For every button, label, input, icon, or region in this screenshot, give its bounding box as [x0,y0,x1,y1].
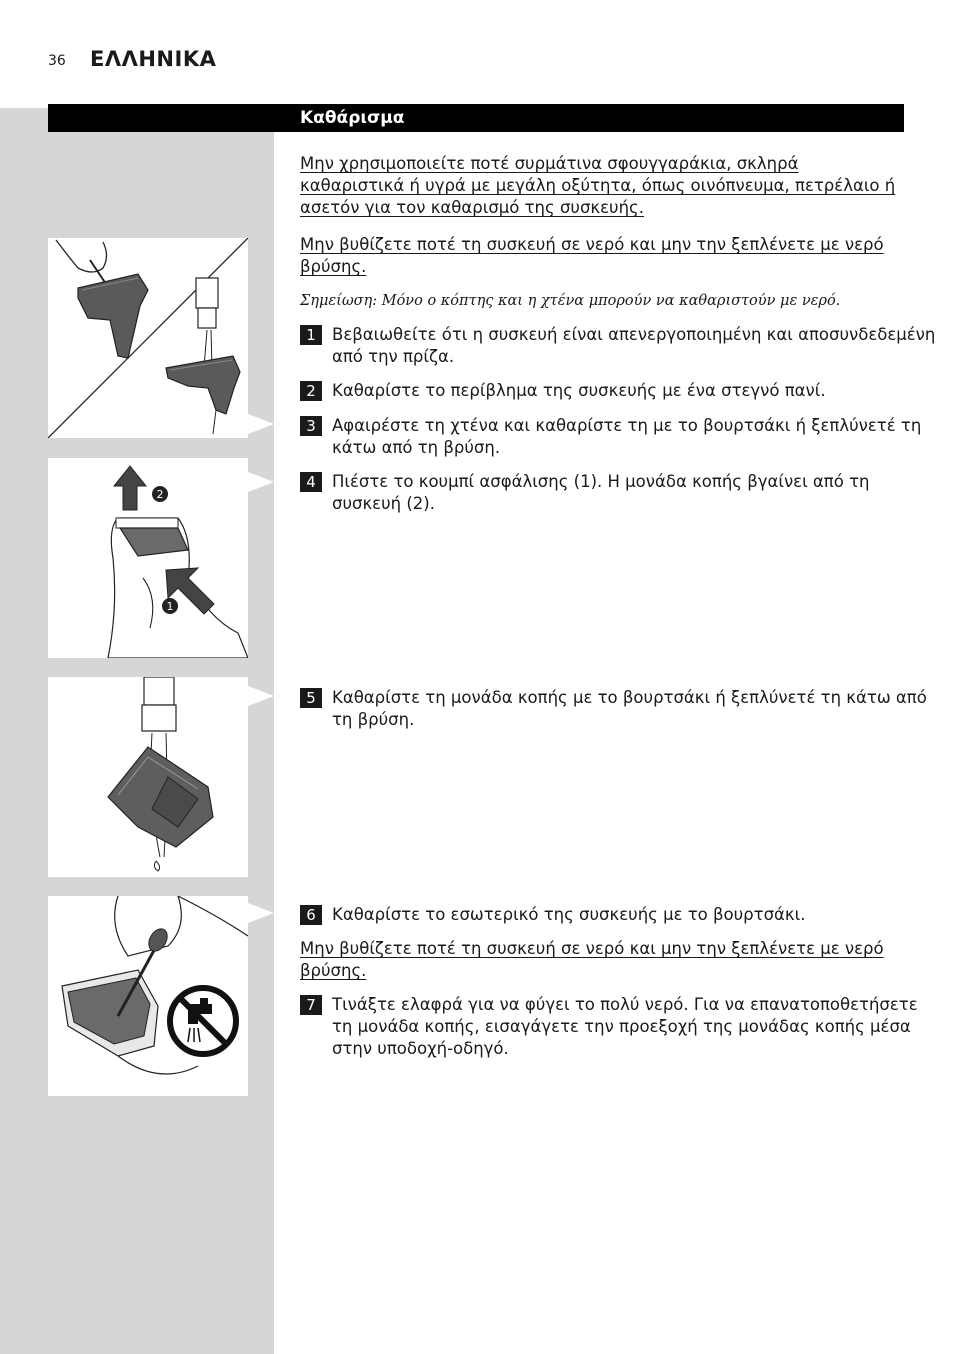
cutter-under-tap-illustration [48,677,248,877]
warning-no-immerse [300,234,904,278]
step-number: 4 [300,472,322,492]
step-text: Καθαρίστε τη μονάδα κοπής με το βουρτσάκι ή ξεπλύνετέ τη κάτω από τη βρύση. [332,688,927,729]
pointer-arrow [248,472,274,492]
warning-no-immerse-2-text: Μην βυθίζετε ποτέ τη συσκευή σε νερό και μην την ξεπλένετε με νερό βρύσης. [300,939,884,980]
step-2 [300,380,936,402]
step-6 [300,904,936,926]
page-number: 36 [48,53,66,69]
step-number: 6 [300,905,322,925]
step-number: 2 [300,381,322,401]
section-title: Καθάρισμα [300,108,405,128]
brush-comb-illustration [48,238,248,438]
section-header-bar [48,104,904,132]
step-text: Αφαιρέστε τη χτένα και καθαρίστε τη με το βουρτσάκι ή ξεπλύνετέ τη κάτω από τη βρύση. [332,416,922,457]
step-7 [300,994,936,1060]
step-1 [300,324,936,368]
language-title: ΕΛΛΗΝΙΚΑ [90,47,217,71]
warning-no-immerse-2 [300,938,904,982]
brush-inside-illustration [48,896,248,1096]
step-4 [300,471,936,515]
step-text: Βεβαιωθείτε ότι η συσκευή είναι απενεργοποιημένη και αποσυνδεδεμένη από την πρίζα. [332,325,936,366]
warning-no-immerse-text: Μην βυθίζετε ποτέ τη συσκευή σε νερό και μην την ξεπλένετε με νερό βρύσης. [300,235,884,276]
step-text: Καθαρίστε το περίβλημα της συσκευής με ένα στεγνό πανί. [332,381,826,400]
step-number: 1 [300,325,322,345]
note-water-cleaning: Σημείωση: Μόνο ο κόπτης και η χτένα μπορούν να καθαριστούν με νερό. [300,293,841,309]
pointer-arrow [248,414,274,434]
pointer-arrow [248,903,274,923]
marker-1: 1 [166,600,174,613]
step-number: 5 [300,688,322,708]
pointer-arrow [248,686,274,706]
warning-no-abrasives-text: Μην χρησιμοποιείτε ποτέ συρμάτινα σφουγγαράκια, σκληρά καθαριστικά ή υγρά με μεγάλη οξύτητα, όπως οινόπνευμα, πετρέλαιο ή ασετόν για τον καθαρισμό της συσκευής. [300,154,896,217]
step-5 [300,687,936,731]
warning-no-abrasives [300,153,904,219]
step-text: Καθαρίστε το εσωτερικό της συσκευής με το βουρτσάκι. [332,905,806,924]
release-arrows-illustration [48,458,248,658]
marker-2: 2 [156,488,164,501]
step-text: Τινάξτε ελαφρά για να φύγει το πολύ νερό. Για να επανατοποθετήσετε τη μονάδα κοπής, εισαγάγετε την προεξοχή της μονάδας κοπής μέσα στην υποδοχή-οδηγό. [332,995,918,1058]
no-tap-water-icon [170,988,236,1054]
step-3 [300,415,936,459]
step-number: 3 [300,416,322,436]
step-number: 7 [300,995,322,1015]
step-text: Πιέστε το κουμπί ασφάλισης (1). Η μονάδα κοπής βγαίνει από τη συσκευή (2). [332,472,870,513]
